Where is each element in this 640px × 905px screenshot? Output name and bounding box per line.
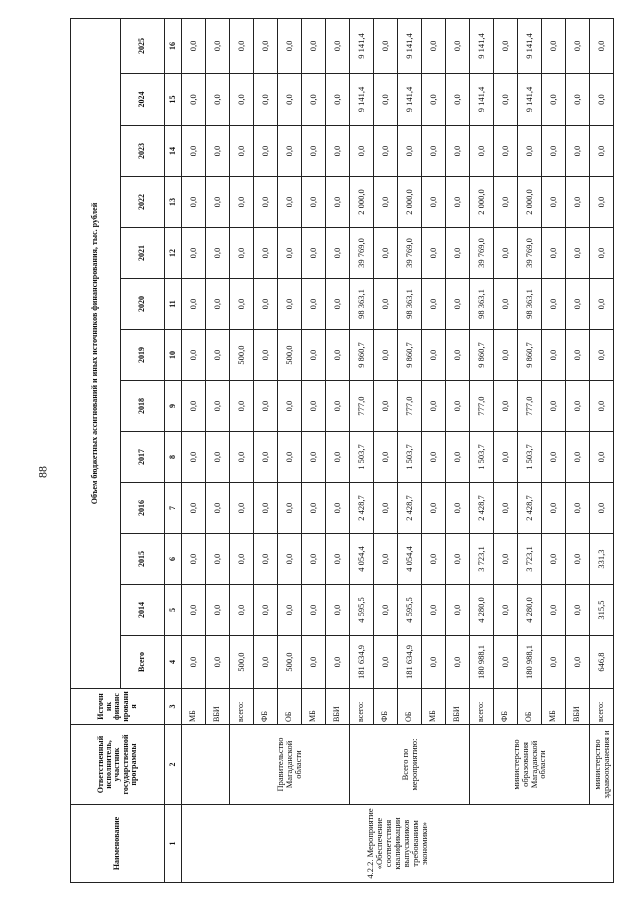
year-value-cell: 0,0 [566, 18, 590, 73]
year-value-cell: 0,0 [230, 534, 254, 585]
year-value-cell: 1 503,7 [470, 432, 494, 483]
year-value-cell: 3 723,1 [518, 534, 542, 585]
year-value-cell: 4 280,0 [518, 585, 542, 636]
year-value-cell: 0,0 [230, 177, 254, 228]
year-value-cell: 0,0 [182, 18, 206, 73]
source-cell: ОБ [278, 689, 302, 725]
year-value-cell: 0,0 [302, 228, 326, 279]
total-cell: 0,0 [254, 636, 278, 689]
year-value-cell: 0,0 [230, 228, 254, 279]
year-value-cell: 0,0 [374, 177, 398, 228]
year-value-cell: 0,0 [278, 228, 302, 279]
year-value-cell: 0,0 [206, 330, 230, 381]
total-cell: 180 988,1 [518, 636, 542, 689]
year-value-cell: 0,0 [542, 534, 566, 585]
year-value-cell: 0,0 [542, 74, 566, 126]
year-value-cell: 9 141,4 [398, 74, 422, 126]
year-value-cell: 0,0 [542, 381, 566, 432]
year-value-cell: 0,0 [230, 483, 254, 534]
column-number: 11 [165, 279, 182, 330]
total-cell: 0,0 [326, 636, 350, 689]
year-value-cell: 0,0 [230, 432, 254, 483]
column-number: 8 [165, 432, 182, 483]
year-value-cell: 0,0 [254, 279, 278, 330]
total-cell: 0,0 [422, 636, 446, 689]
year-value-cell: 0,0 [494, 74, 518, 126]
year-value-cell: 0,0 [278, 432, 302, 483]
executor-cell: министерство образования Магаданской области [470, 725, 590, 805]
year-value-cell: 0,0 [278, 126, 302, 177]
year-value-cell: 0,0 [494, 381, 518, 432]
header-funding: Объем бюджетных ассигнований и иных источников финансирования, тыс. рублей [71, 18, 121, 688]
table-row [470, 18, 494, 882]
table-row [350, 18, 374, 882]
year-value-cell: 0,0 [206, 432, 230, 483]
year-value-cell: 39 769,0 [398, 228, 422, 279]
year-value-cell: 0,0 [302, 177, 326, 228]
year-value-cell: 0,0 [590, 177, 614, 228]
year-value-cell: 0,0 [326, 18, 350, 73]
source-cell: ОБ [518, 689, 542, 725]
year-value-cell: 0,0 [230, 126, 254, 177]
year-value-cell: 0,0 [494, 585, 518, 636]
column-number: 14 [165, 126, 182, 177]
year-value-cell: 0,0 [446, 483, 470, 534]
year-value-cell: 0,0 [302, 432, 326, 483]
year-value-cell: 9 141,4 [518, 74, 542, 126]
source-cell: ВБИ [446, 689, 470, 725]
source-cell: ФБ [494, 689, 518, 725]
column-number: 4 [165, 636, 182, 689]
total-cell: 0,0 [182, 636, 206, 689]
source-cell: ФБ [374, 689, 398, 725]
year-value-cell: 0,0 [326, 534, 350, 585]
year-value-cell: 0,0 [566, 585, 590, 636]
year-value-cell: 0,0 [326, 279, 350, 330]
header-executor: Ответственный исполнитель, участник государственной программы [71, 725, 165, 805]
year-value-cell: 0,0 [542, 483, 566, 534]
year-value-cell: 0,0 [206, 483, 230, 534]
year-value-cell: 0,0 [206, 18, 230, 73]
year-value-cell: 0,0 [494, 330, 518, 381]
year-value-cell: 0,0 [326, 177, 350, 228]
header-year: 2021 [121, 228, 165, 279]
year-value-cell: 0,0 [470, 126, 494, 177]
year-value-cell: 0,0 [278, 534, 302, 585]
year-value-cell: 0,0 [230, 585, 254, 636]
table-row [230, 18, 254, 882]
year-value-cell: 0,0 [182, 381, 206, 432]
year-value-cell: 0,0 [230, 381, 254, 432]
total-cell: 0,0 [374, 636, 398, 689]
year-value-cell: 0,0 [206, 381, 230, 432]
column-number: 1 [165, 805, 182, 883]
column-number: 6 [165, 534, 182, 585]
year-value-cell: 2 000,0 [470, 177, 494, 228]
year-value-cell: 0,0 [326, 330, 350, 381]
header-total: Всего [121, 636, 165, 689]
year-value-cell: 0,0 [254, 585, 278, 636]
year-value-cell: 0,0 [590, 330, 614, 381]
executor-cell: Правительство Магаданской области [230, 725, 350, 805]
year-value-cell: 0,0 [254, 483, 278, 534]
year-value-cell: 777,0 [518, 381, 542, 432]
year-value-cell: 9 860,7 [398, 330, 422, 381]
year-value-cell: 0,0 [230, 279, 254, 330]
column-number: 3 [165, 689, 182, 725]
year-value-cell: 0,0 [542, 177, 566, 228]
year-value-cell: 0,0 [206, 228, 230, 279]
year-value-cell: 0,0 [566, 279, 590, 330]
year-value-cell: 0,0 [542, 126, 566, 177]
year-value-cell: 0,0 [542, 330, 566, 381]
year-value-cell: 0,0 [494, 534, 518, 585]
year-value-cell: 0,0 [206, 534, 230, 585]
year-value-cell: 0,0 [494, 432, 518, 483]
year-value-cell: 0,0 [374, 279, 398, 330]
header-name: Наименование [71, 805, 165, 883]
table-row [182, 18, 206, 882]
year-value-cell: 0,0 [422, 432, 446, 483]
year-value-cell: 0,0 [542, 279, 566, 330]
year-value-cell: 0,0 [326, 432, 350, 483]
year-value-cell: 1 503,7 [350, 432, 374, 483]
year-value-cell: 500,0 [278, 330, 302, 381]
source-cell: МБ [182, 689, 206, 725]
year-value-cell: 0,0 [590, 126, 614, 177]
year-value-cell: 0,0 [374, 381, 398, 432]
year-value-cell: 0,0 [254, 126, 278, 177]
total-cell: 0,0 [566, 636, 590, 689]
year-value-cell: 0,0 [374, 228, 398, 279]
year-value-cell: 0,0 [254, 432, 278, 483]
total-cell: 500,0 [278, 636, 302, 689]
year-value-cell: 1 503,7 [398, 432, 422, 483]
year-value-cell: 0,0 [446, 74, 470, 126]
header-source: Источник финансирования [71, 689, 165, 725]
year-value-cell: 4 054,4 [398, 534, 422, 585]
total-cell: 0,0 [494, 636, 518, 689]
year-value-cell: 0,0 [398, 126, 422, 177]
year-value-cell: 0,0 [254, 534, 278, 585]
year-value-cell: 0,0 [590, 74, 614, 126]
year-value-cell: 0,0 [230, 74, 254, 126]
source-cell: ОБ [398, 689, 422, 725]
year-value-cell: 0,0 [326, 126, 350, 177]
year-value-cell: 0,0 [230, 18, 254, 73]
year-value-cell: 2 428,7 [470, 483, 494, 534]
year-value-cell: 4 595,5 [350, 585, 374, 636]
year-value-cell: 0,0 [566, 483, 590, 534]
year-value-cell: 0,0 [590, 18, 614, 73]
year-value-cell: 0,0 [350, 126, 374, 177]
header-year: 2017 [121, 432, 165, 483]
source-cell: ВБИ [206, 689, 230, 725]
year-value-cell: 0,0 [278, 18, 302, 73]
header-year: 2020 [121, 279, 165, 330]
source-cell: ФБ [254, 689, 278, 725]
year-value-cell: 777,0 [398, 381, 422, 432]
year-value-cell: 0,0 [302, 74, 326, 126]
year-value-cell: 4 595,5 [398, 585, 422, 636]
column-number: 16 [165, 18, 182, 73]
column-number: 10 [165, 330, 182, 381]
year-value-cell: 0,0 [302, 126, 326, 177]
year-value-cell: 0,0 [278, 177, 302, 228]
year-value-cell: 0,0 [182, 585, 206, 636]
year-value-cell: 0,0 [446, 432, 470, 483]
page-number: 88 [35, 466, 50, 478]
funding-table [70, 18, 614, 883]
year-value-cell: 2 428,7 [398, 483, 422, 534]
header-year: 2023 [121, 126, 165, 177]
year-value-cell: 0,0 [566, 330, 590, 381]
year-value-cell: 777,0 [350, 381, 374, 432]
year-value-cell: 9 141,4 [398, 18, 422, 73]
column-number: 15 [165, 74, 182, 126]
year-value-cell: 0,0 [374, 483, 398, 534]
year-value-cell: 9 141,4 [518, 18, 542, 73]
year-value-cell: 0,0 [182, 74, 206, 126]
source-cell: всего: [590, 689, 614, 725]
source-cell: ВБИ [326, 689, 350, 725]
total-cell: 180 988,1 [470, 636, 494, 689]
year-value-cell: 0,0 [254, 18, 278, 73]
header-year: 2018 [121, 381, 165, 432]
year-value-cell: 0,0 [254, 330, 278, 381]
year-value-cell: 4 054,4 [350, 534, 374, 585]
year-value-cell: 98 363,1 [518, 279, 542, 330]
rotated-table-container [70, 18, 630, 883]
year-value-cell: 0,0 [182, 228, 206, 279]
year-value-cell: 0,0 [566, 381, 590, 432]
year-value-cell: 0,0 [374, 534, 398, 585]
source-cell: МБ [422, 689, 446, 725]
year-value-cell: 0,0 [494, 279, 518, 330]
year-value-cell: 0,0 [542, 585, 566, 636]
year-value-cell: 39 769,0 [518, 228, 542, 279]
source-cell: МБ [302, 689, 326, 725]
year-value-cell: 0,0 [326, 228, 350, 279]
year-value-cell: 0,0 [182, 534, 206, 585]
total-cell: 0,0 [206, 636, 230, 689]
source-cell: всего: [230, 689, 254, 725]
year-value-cell: 0,0 [182, 177, 206, 228]
column-number: 13 [165, 177, 182, 228]
year-value-cell: 0,0 [206, 74, 230, 126]
source-cell: МБ [542, 689, 566, 725]
year-value-cell: 39 769,0 [470, 228, 494, 279]
year-value-cell: 1 503,7 [518, 432, 542, 483]
year-value-cell: 0,0 [182, 330, 206, 381]
total-cell: 500,0 [230, 636, 254, 689]
year-value-cell: 0,0 [422, 534, 446, 585]
year-value-cell: 9 141,4 [350, 18, 374, 73]
year-value-cell: 98 363,1 [398, 279, 422, 330]
year-value-cell: 0,0 [542, 228, 566, 279]
year-value-cell: 0,0 [422, 330, 446, 381]
table-row [590, 18, 614, 882]
year-value-cell: 0,0 [206, 177, 230, 228]
year-value-cell: 9 141,4 [470, 18, 494, 73]
measure-name: 4.2.2. Мероприятие «Обеспечение соответствия квалификации выпускников требованиям экономики» [182, 805, 614, 883]
total-cell: 0,0 [542, 636, 566, 689]
year-value-cell: 0,0 [326, 483, 350, 534]
year-value-cell: 0,0 [422, 483, 446, 534]
year-value-cell: 0,0 [446, 381, 470, 432]
year-value-cell: 98 363,1 [350, 279, 374, 330]
column-number: 7 [165, 483, 182, 534]
year-value-cell: 0,0 [446, 534, 470, 585]
year-value-cell: 0,0 [302, 18, 326, 73]
year-value-cell: 9 141,4 [350, 74, 374, 126]
executor-cell: министерство здравоохранения и [590, 725, 614, 805]
year-value-cell: 2 000,0 [350, 177, 374, 228]
year-value-cell: 0,0 [374, 74, 398, 126]
year-value-cell: 0,0 [494, 18, 518, 73]
year-value-cell: 0,0 [566, 126, 590, 177]
year-value-cell: 0,0 [254, 381, 278, 432]
year-value-cell: 0,0 [302, 330, 326, 381]
year-value-cell: 500,0 [230, 330, 254, 381]
year-value-cell: 0,0 [254, 74, 278, 126]
year-value-cell: 0,0 [446, 585, 470, 636]
year-value-cell: 0,0 [494, 228, 518, 279]
year-value-cell: 0,0 [590, 483, 614, 534]
year-value-cell: 0,0 [542, 18, 566, 73]
year-value-cell: 9 860,7 [470, 330, 494, 381]
year-value-cell: 0,0 [566, 432, 590, 483]
year-value-cell: 0,0 [206, 585, 230, 636]
year-value-cell: 0,0 [182, 432, 206, 483]
year-value-cell: 0,0 [278, 381, 302, 432]
year-value-cell: 0,0 [446, 18, 470, 73]
total-cell: 181 634,9 [350, 636, 374, 689]
year-value-cell: 0,0 [302, 534, 326, 585]
year-value-cell: 0,0 [374, 126, 398, 177]
executor-cell: Всего по мероприятию: [350, 725, 470, 805]
year-value-cell: 2 428,7 [518, 483, 542, 534]
header-year: 2024 [121, 74, 165, 126]
year-value-cell: 3 723,1 [470, 534, 494, 585]
year-value-cell: 0,0 [590, 432, 614, 483]
year-value-cell: 0,0 [422, 279, 446, 330]
year-value-cell: 0,0 [278, 279, 302, 330]
source-cell: всего: [470, 689, 494, 725]
year-value-cell: 0,0 [302, 279, 326, 330]
year-value-cell: 0,0 [566, 228, 590, 279]
column-number: 2 [165, 725, 182, 805]
column-number: 12 [165, 228, 182, 279]
source-cell: ВБИ [566, 689, 590, 725]
year-value-cell: 0,0 [422, 228, 446, 279]
year-value-cell: 0,0 [494, 126, 518, 177]
year-value-cell: 0,0 [518, 126, 542, 177]
column-number: 5 [165, 585, 182, 636]
header-year: 2015 [121, 534, 165, 585]
source-cell: всего: [350, 689, 374, 725]
year-value-cell: 0,0 [278, 585, 302, 636]
total-cell: 0,0 [302, 636, 326, 689]
year-value-cell: 0,0 [374, 432, 398, 483]
year-value-cell: 0,0 [254, 228, 278, 279]
year-value-cell: 9 141,4 [470, 74, 494, 126]
year-value-cell: 0,0 [254, 177, 278, 228]
year-value-cell: 0,0 [422, 74, 446, 126]
year-value-cell: 0,0 [278, 483, 302, 534]
year-value-cell: 0,0 [446, 330, 470, 381]
year-value-cell: 0,0 [566, 74, 590, 126]
year-value-cell: 777,0 [470, 381, 494, 432]
year-value-cell: 2 428,7 [350, 483, 374, 534]
year-value-cell: 0,0 [446, 228, 470, 279]
header-year: 2022 [121, 177, 165, 228]
year-value-cell: 0,0 [374, 585, 398, 636]
executor-cell [182, 725, 230, 805]
column-number: 9 [165, 381, 182, 432]
year-value-cell: 0,0 [422, 381, 446, 432]
year-value-cell: 4 280,0 [470, 585, 494, 636]
total-cell: 0,0 [446, 636, 470, 689]
year-value-cell: 9 860,7 [518, 330, 542, 381]
year-value-cell: 315,5 [590, 585, 614, 636]
year-value-cell: 0,0 [206, 279, 230, 330]
year-value-cell: 0,0 [374, 330, 398, 381]
year-value-cell: 0,0 [278, 74, 302, 126]
year-value-cell: 0,0 [302, 585, 326, 636]
header-year: 2014 [121, 585, 165, 636]
year-value-cell: 0,0 [302, 483, 326, 534]
year-value-cell: 0,0 [182, 483, 206, 534]
year-value-cell: 0,0 [446, 177, 470, 228]
year-value-cell: 0,0 [566, 534, 590, 585]
year-value-cell: 2 000,0 [518, 177, 542, 228]
year-value-cell: 0,0 [182, 126, 206, 177]
year-value-cell: 0,0 [590, 228, 614, 279]
total-cell: 181 634,9 [398, 636, 422, 689]
year-value-cell: 0,0 [566, 177, 590, 228]
year-value-cell: 98 363,1 [470, 279, 494, 330]
year-value-cell: 0,0 [374, 18, 398, 73]
year-value-cell: 0,0 [494, 177, 518, 228]
year-value-cell: 2 000,0 [398, 177, 422, 228]
year-value-cell: 9 860,7 [350, 330, 374, 381]
header-year: 2019 [121, 330, 165, 381]
year-value-cell: 0,0 [326, 585, 350, 636]
header-year: 2016 [121, 483, 165, 534]
year-value-cell: 0,0 [446, 279, 470, 330]
year-value-cell: 0,0 [326, 381, 350, 432]
year-value-cell: 331,3 [590, 534, 614, 585]
year-value-cell: 0,0 [422, 18, 446, 73]
year-value-cell: 0,0 [182, 279, 206, 330]
year-value-cell: 0,0 [446, 126, 470, 177]
year-value-cell: 0,0 [302, 381, 326, 432]
header-year: 2025 [121, 18, 165, 73]
year-value-cell: 0,0 [326, 74, 350, 126]
year-value-cell: 0,0 [590, 279, 614, 330]
year-value-cell: 39 769,0 [350, 228, 374, 279]
year-value-cell: 0,0 [590, 381, 614, 432]
year-value-cell: 0,0 [206, 126, 230, 177]
total-cell: 646,8 [590, 636, 614, 689]
year-value-cell: 0,0 [542, 432, 566, 483]
year-value-cell: 0,0 [422, 177, 446, 228]
year-value-cell: 0,0 [422, 585, 446, 636]
year-value-cell: 0,0 [494, 483, 518, 534]
year-value-cell: 0,0 [422, 126, 446, 177]
